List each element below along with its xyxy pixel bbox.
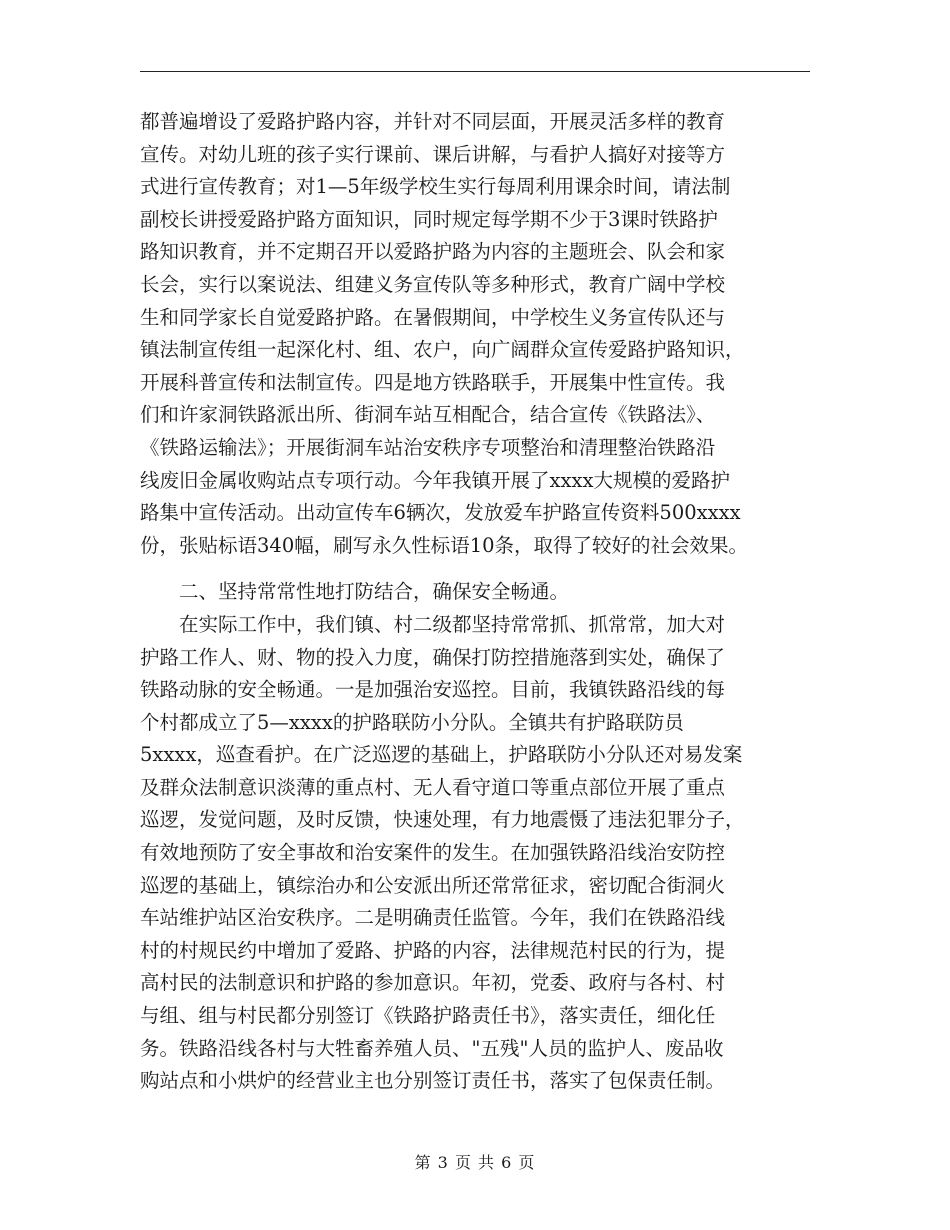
text-line: 巡逻，发觉问题，及时反馈，快速处理，有力地震慑了违法犯罪分子，	[140, 808, 745, 832]
text-line: 生和同学家长自觉爱路护路。在暑假期间，中学校生义务宣传队还与	[140, 305, 726, 329]
text-line: 5xxxx，巡查看护。在广泛巡逻的基础上，护路联防小分队还对易发案	[140, 743, 743, 767]
text-line: 在实际工作中，我们镇、村二级都坚持常常抓、抓常常，加大对	[140, 612, 726, 636]
text-line: 路知识教育，并不定期召开以爱路护路为内容的主题班会、队会和家	[140, 240, 726, 264]
text-line: 巡逻的基础上，镇综治办和公安派出所还常常征求，密切配合街洞火	[140, 873, 726, 897]
text-line: 路集中宣传活动。出动宣传车6辆次，发放爱车护路宣传资料500xxxx	[140, 501, 741, 525]
text-line: 宣传。对幼儿班的孩子实行课前、课后讲解，与看护人搞好对接等方	[140, 142, 726, 166]
text-line: 个村都成立了5—xxxx的护路联防小分队。全镇共有护路联防员	[140, 710, 684, 734]
text-line: 及群众法制意识淡薄的重点村、无人看守道口等重点部位开展了重点	[140, 775, 726, 799]
paragraph-2	[140, 609, 830, 1098]
text-line: 镇法制宣传组一起深化村、组、农户，向广阔群众宣传爱路护路知识，	[140, 338, 745, 362]
paragraph-gap	[140, 562, 830, 576]
text-line: 购站点和小烘炉的经营业主也分别签订责任书，落实了包保责任制。	[140, 1069, 726, 1093]
header-rule	[140, 71, 810, 72]
text-line: 都普遍增设了爱路护路内容，并针对不同层面，开展灵活多样的教育	[140, 110, 726, 133]
text-line: 高村民的法制意识和护路的参加意识。年初，党委、政府与各村、村	[140, 971, 726, 995]
text-line: 开展科普宣传和法制宣传。四是地方铁路联手，开展集中性宣传。我	[140, 370, 726, 394]
page-number-footer: 第 3 页 共 6 页	[414, 1153, 536, 1172]
text-line: 份，张贴标语340幅，刷写永久性标语10条，取得了较好的社会效果。	[140, 533, 749, 557]
text-line: 线废旧金属收购站点专项行动。今年我镇开展了xxxx大规模的爱路护	[140, 468, 730, 492]
text-line: 护路工作人、财、物的投入力度，确保打防控措施落到实处，确保了	[140, 645, 726, 669]
text-line: 们和许家洞铁路派出所、街洞车站互相配合，结合宣传《铁路法》、	[140, 403, 716, 427]
text-line: 车站维护站区治安秩序。二是明确责任监管。今年，我们在铁路沿线	[140, 906, 726, 930]
text-line: 《铁路运输法》；开展街洞车站治安秩序专项整治和清理整治铁路沿	[140, 435, 716, 459]
section-heading: 二、坚持常常性地打防结合，确保安全畅通。	[140, 580, 570, 604]
text-line: 村的村规民约中增加了爱路、护路的内容，法律规范村民的行为，提	[140, 938, 726, 962]
text-line: 式进行宣传教育；对1—5年级学校生实行每周利用课余时间，请法制	[140, 175, 731, 199]
text-line: 务。铁路沿线各村与大牲畜养殖人员、"五残"人员的监护人、废品收	[140, 1036, 724, 1060]
text-line: 有效地预防了安全事故和治安案件的发生。在加强铁路沿线治安防控	[140, 841, 726, 865]
text-line: 与组、组与村民都分别签订《铁路护路责任书》，落实责任，细化任	[140, 1004, 716, 1028]
text-line: 铁路动脉的安全畅通。一是加强治安巡控。目前，我镇铁路沿线的每	[140, 678, 726, 702]
paragraph-1	[140, 106, 830, 562]
document-body	[140, 106, 830, 1098]
text-line: 长会，实行以案说法、组建义务宣传队等多种形式，教育广阔中学校	[140, 272, 726, 296]
text-line: 副校长讲授爱路护路方面知识，同时规定每学期不少于3课时铁路护	[140, 207, 718, 231]
